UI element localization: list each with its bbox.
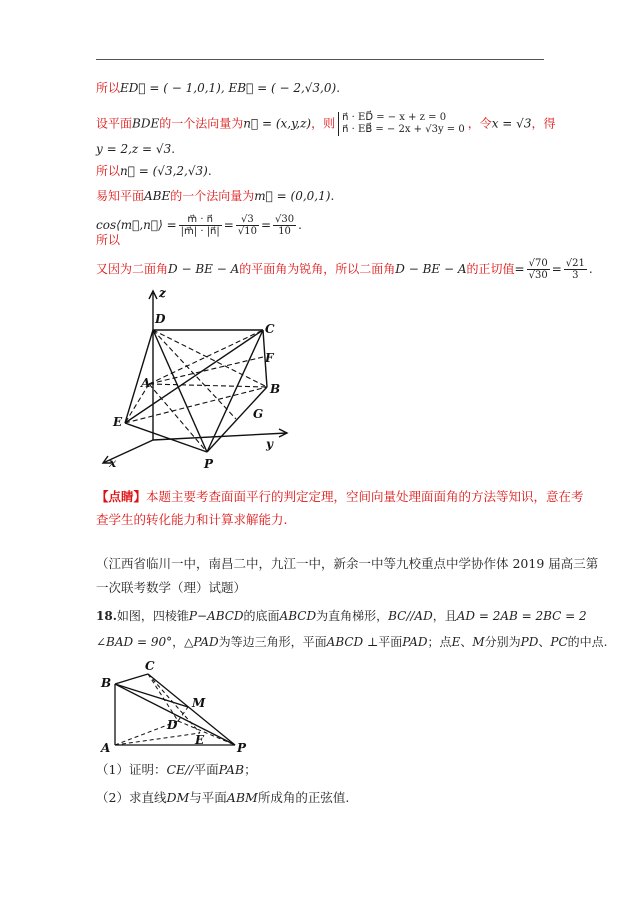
comment-line-1 xyxy=(96,489,584,505)
math: PAD xyxy=(402,635,428,649)
math: PC xyxy=(550,635,568,649)
solution-line-1 xyxy=(96,80,340,96)
figure-label: G xyxy=(253,407,264,421)
punct: . xyxy=(330,189,335,203)
problem-line-1 xyxy=(96,608,587,624)
math: n⃗ = (x,y,z) xyxy=(243,116,312,131)
text: 所以 xyxy=(96,81,121,95)
fraction xyxy=(179,214,222,237)
numerator: √21 xyxy=(565,258,585,269)
punct: . xyxy=(336,81,341,95)
text: 平面 xyxy=(193,762,219,777)
header-rule xyxy=(96,59,544,60)
figure-label: x xyxy=(109,456,117,470)
text: ， xyxy=(172,635,185,649)
text: ，则 xyxy=(311,116,336,131)
text: 的中点. xyxy=(567,635,608,649)
text: 为直角梯形， xyxy=(316,609,389,623)
math: DM xyxy=(166,790,190,805)
denominator: 10 xyxy=(278,226,291,237)
text: ，得 xyxy=(531,116,556,131)
text: 与平面 xyxy=(189,790,227,805)
solution-line-6 xyxy=(96,214,302,237)
figure-label: z xyxy=(159,286,166,300)
numerator: √70 xyxy=(528,258,548,269)
figure-label: B xyxy=(270,382,281,396)
numerator: √3 xyxy=(236,214,259,226)
figure-label: D xyxy=(155,312,166,326)
source-line-2 xyxy=(96,580,246,596)
figure-label: F xyxy=(265,351,274,365)
punct: . xyxy=(588,262,593,276)
punct: . xyxy=(207,164,212,178)
solution-line-8: 又因为二面角D − BE − A的平面角为锐角，所以二面角D − BE − A的正切值= $\frac{√70}{√30}$ = $\frac{√21}{3}$ . xyxy=(96,258,593,281)
text: 为等边三角形，平面 xyxy=(218,635,327,649)
math: x = √3 xyxy=(491,116,532,131)
math: △PAD xyxy=(184,635,219,649)
math: y = 2,z = √3 xyxy=(96,142,172,156)
text: 分别为 xyxy=(484,635,521,649)
text: 的底面 xyxy=(243,609,280,623)
fraction xyxy=(236,214,259,237)
solution-line-4 xyxy=(96,163,212,179)
text: 的一个法向量为 xyxy=(159,116,244,131)
equation: n⃗ · ED⃗ = − x + z = 0 xyxy=(342,112,447,123)
text: 的正切值 xyxy=(466,262,515,276)
equation-system xyxy=(338,112,465,136)
math: ∠BAD = 90° xyxy=(96,635,173,649)
math: PAB xyxy=(218,762,245,777)
math: ABE xyxy=(144,189,171,203)
figure-label: A xyxy=(101,741,111,755)
denominator: √10 xyxy=(237,226,257,237)
text: 所以 xyxy=(96,164,121,178)
figure-label: C xyxy=(265,322,275,336)
figure-label: M xyxy=(192,696,206,710)
math: D − BE − A xyxy=(168,262,240,276)
numerator: √30 xyxy=(275,214,295,225)
denominator: √30 xyxy=(528,270,548,281)
punct: . xyxy=(298,218,302,232)
equation: n⃗ · EB⃗ = − 2x + √3y = 0 xyxy=(342,124,465,135)
text: 所成角的正弦值. xyxy=(257,790,350,805)
text: 平面 xyxy=(378,635,403,649)
denominator: 3 xyxy=(572,270,579,281)
math: PD xyxy=(520,635,539,649)
math: CE// xyxy=(166,762,194,777)
text: 的平面角为锐角，所以二面角 xyxy=(239,262,396,276)
figure-label: y xyxy=(266,437,273,451)
math: E xyxy=(451,635,461,649)
text: （江西省临川一中，南昌二中，九江一中，新余一中等九校重点中学协作体 2019 届高三第 xyxy=(96,556,599,571)
math: P−ABCD xyxy=(188,609,244,623)
text: 又因为二面角 xyxy=(96,262,169,276)
solution-line-5 xyxy=(96,188,334,204)
math: m⃗ = (0,0,1) xyxy=(254,189,331,203)
math: n⃗ = (√3,2,√3) xyxy=(120,164,208,178)
fraction xyxy=(564,258,587,281)
figure-label: E xyxy=(195,733,205,747)
text: ；点 xyxy=(427,635,452,649)
punct: . xyxy=(171,142,176,156)
punct: ； xyxy=(244,762,257,777)
fraction xyxy=(273,214,296,237)
figure-pyramid xyxy=(95,657,255,757)
text: ，令 xyxy=(467,116,492,131)
text: 一次联考数学（理）试题） xyxy=(96,580,247,595)
text: ，且 xyxy=(432,609,457,623)
fraction xyxy=(527,258,550,281)
figure-label: P xyxy=(204,457,214,471)
solution-line-2 xyxy=(96,112,555,136)
figure-label: C xyxy=(145,659,155,673)
figure-label: D xyxy=(167,718,178,732)
source-line-1 xyxy=(96,556,598,572)
text: 易知平面 xyxy=(96,189,145,203)
math: D − BE − A xyxy=(395,262,467,276)
solution-line-7 xyxy=(96,232,120,248)
figure-3d-solid xyxy=(95,285,295,475)
figure-label: P xyxy=(237,741,247,755)
problem-number: 18. xyxy=(96,609,117,623)
math: BC//AD xyxy=(388,609,433,623)
math: ED⃗ = ( − 1,0,1), EB⃗ = ( − 2,√3,0) xyxy=(120,81,337,95)
question-2 xyxy=(96,790,349,806)
math: = xyxy=(260,218,271,232)
comment-tag: 【点睛】 xyxy=(96,489,147,504)
text: 查学生的转化能力和计算求解能力. xyxy=(96,512,288,527)
solution-line-3 xyxy=(96,141,175,157)
math: M xyxy=(472,635,485,649)
comment-line-2 xyxy=(96,512,287,528)
problem-line-2 xyxy=(96,634,607,650)
math: BDE xyxy=(132,116,160,131)
math: AD = 2AB = 2BC = 2 xyxy=(456,609,587,623)
math: cos⟨m⃗,n⃗⟩ = xyxy=(96,218,177,232)
math: ABCD ⊥ xyxy=(326,635,379,649)
text: 设平面 xyxy=(96,116,133,131)
text: 的一个法向量为 xyxy=(170,189,255,203)
text: 所以 xyxy=(96,233,121,247)
figure-label: E xyxy=(113,415,123,429)
question-1 xyxy=(96,762,257,778)
text: （2）求直线 xyxy=(96,790,167,805)
text: 本题主要考查面面平行的判定定理，空间向量处理面面角的方法等知识，意在考 xyxy=(146,489,584,504)
text: （1）证明： xyxy=(96,762,167,777)
figure-label: B xyxy=(101,676,112,690)
numerator: m⃗ · n⃗ xyxy=(179,214,222,226)
figure-label: A xyxy=(141,376,151,390)
text: 、 xyxy=(538,635,551,649)
text: 如图，四棱锥 xyxy=(116,609,189,623)
denominator: |m⃗| · |n⃗| xyxy=(180,226,220,237)
math: ABM xyxy=(226,790,258,805)
text: 、 xyxy=(460,635,473,649)
math: = xyxy=(223,218,234,232)
math: ABCD xyxy=(279,609,317,623)
